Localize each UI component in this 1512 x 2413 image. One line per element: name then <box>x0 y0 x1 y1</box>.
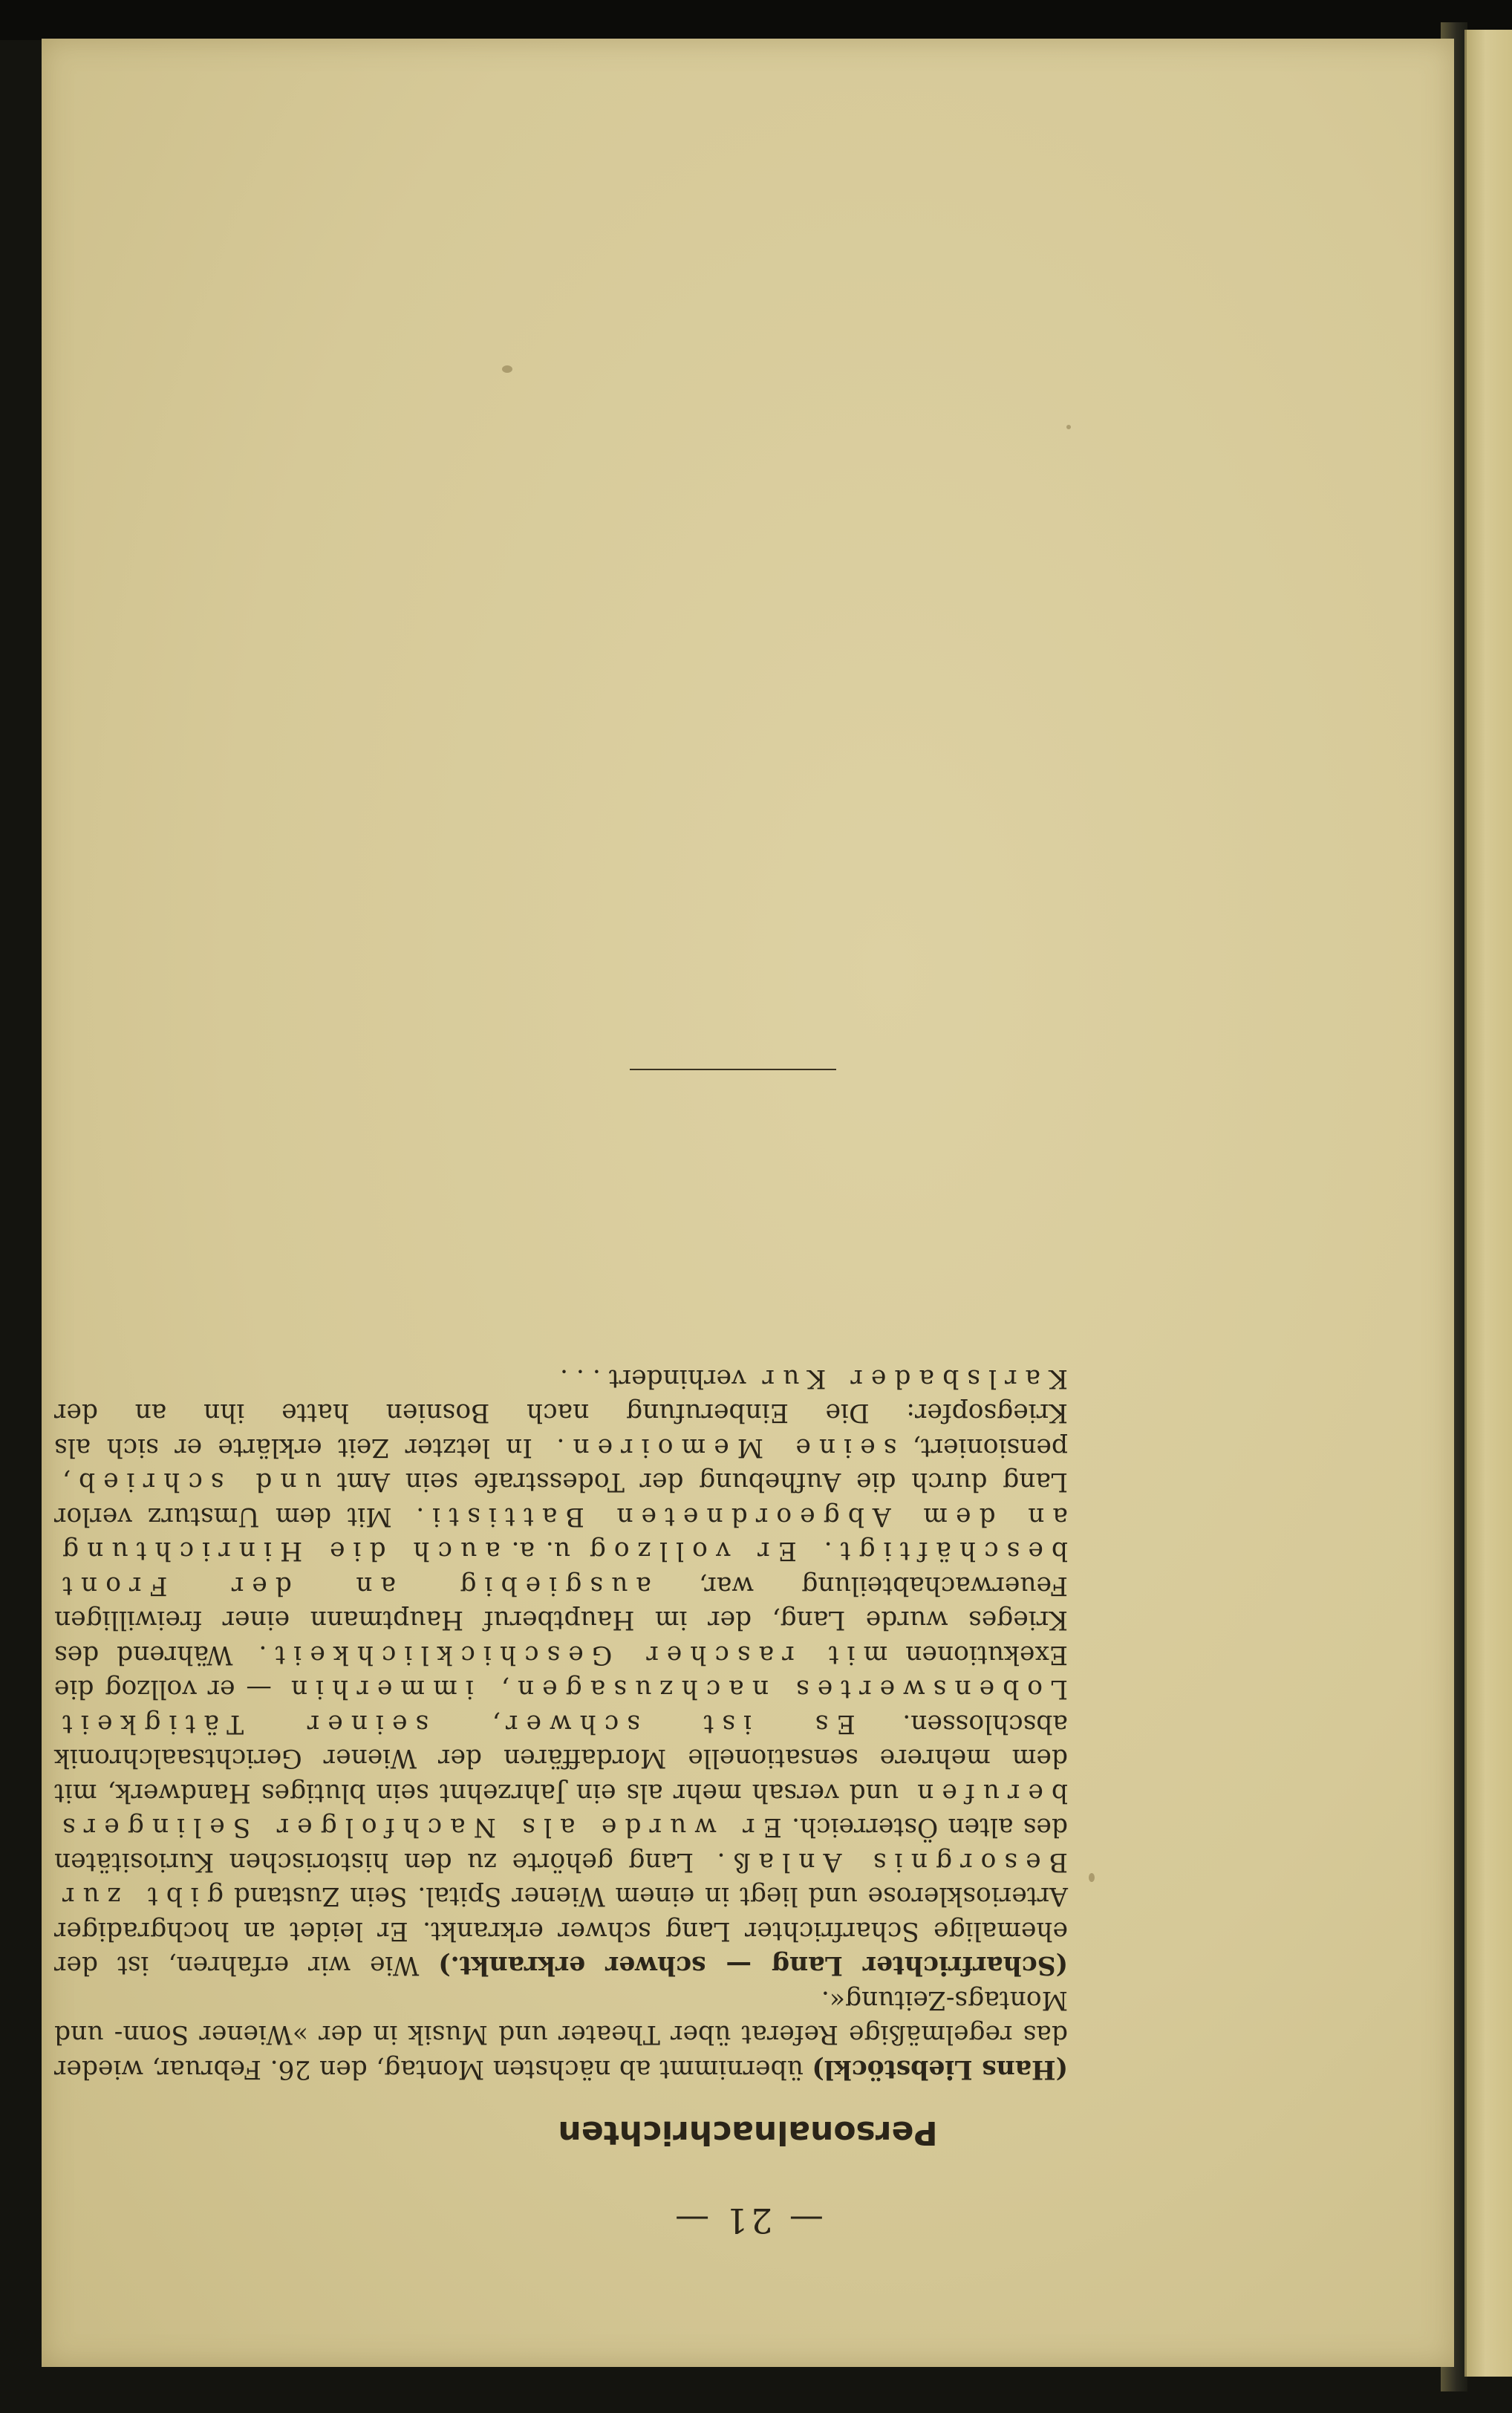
article-text: übernimmt ab nächsten Montag, den 26. Februar, wieder das regelmäßige Referat über Theater und Musik in der »Wiener Sonn- und Montags-Zeitung«. <box>54 1985 1068 2084</box>
spaced-emphasis: gibt zur Besorgnis Anlaß. <box>54 1847 1068 1912</box>
spaced-emphasis: Karlsbader Kur <box>754 1364 1068 1393</box>
page-number: — 21 — <box>672 2201 824 2241</box>
article-text: u. a. <box>500 1536 581 1566</box>
article-text: In letzter Zeit erklärte er sich als Kriegsopfer: Die Einberufung nach Bosnien hatte ihn an der <box>54 1398 1068 1462</box>
article-text: Mit dem Umsturz verlor Lang durch die Aufhebung der Todesstrafe sein Amt <box>54 1467 1068 1531</box>
spaced-emphasis: seine Memoiren. <box>548 1433 897 1462</box>
spaced-emphasis: Es ist schwer, seiner Tätigkeit Lobenswertes nachzusagen, immerhin <box>54 1674 1068 1739</box>
article-lang <box>54 1361 1068 1983</box>
article-title: (Scharfrichter Lang — schwer erkrankt.) <box>438 1950 1068 1981</box>
section-divider <box>630 1069 836 1070</box>
article-text: und versah mehr als ein Jahrzehnt sein blutiges Handwerk, mit dem mehrere sensationelle Mordaffären der Wiener Gerichtsaalchronik abschlossen. <box>54 1709 1068 1808</box>
spaced-emphasis: ausgiebig an der Front beschäftigt. Er vollzog <box>54 1536 1068 1600</box>
facing-page-edge <box>1464 30 1512 2377</box>
spaced-emphasis: auch die Hinrichtung an dem Abgeordneten Battisti. <box>54 1502 1068 1566</box>
article-text: Während des Krieges wurde Lang, der im Hauptberuf Hauptmann einer freiwilligen Feuerwachabteilung war, <box>54 1571 1068 1670</box>
article-liebstoeckl <box>54 1983 1068 2087</box>
article-text: Wie wir erfahren, ist der ehemalige Scharfrichter Lang schwer erkrankt. Er leidet an hochgradiger Arteriosklerose und liegt in einem Wiener Spital. Sein Zustand <box>54 1881 1068 1981</box>
article-text: — er vollzog die Exekutionen <box>53 1640 1068 1704</box>
spaced-emphasis: mit rascher Geschicklichkeit. <box>250 1640 888 1670</box>
article-body <box>54 1361 1068 2087</box>
scan-background-top <box>0 0 1512 40</box>
document-page <box>42 39 1454 2367</box>
printed-content-upside-down <box>42 39 1454 2367</box>
article-text: verhindert . . . <box>560 1364 755 1393</box>
spaced-emphasis: und schrieb, <box>54 1467 322 1497</box>
article-text: Lang gehörte zu den historischen Kuriositäten des alten Österreich. <box>53 1812 1068 1877</box>
spaced-emphasis: Er wurde als Nachfolger Selingers berufen <box>54 1778 1068 1843</box>
article-text: pensioniert, <box>896 1433 1068 1462</box>
section-heading: Personalnachrichten <box>558 2114 938 2152</box>
article-title: (Hans Liebstöckl) <box>812 2054 1068 2084</box>
